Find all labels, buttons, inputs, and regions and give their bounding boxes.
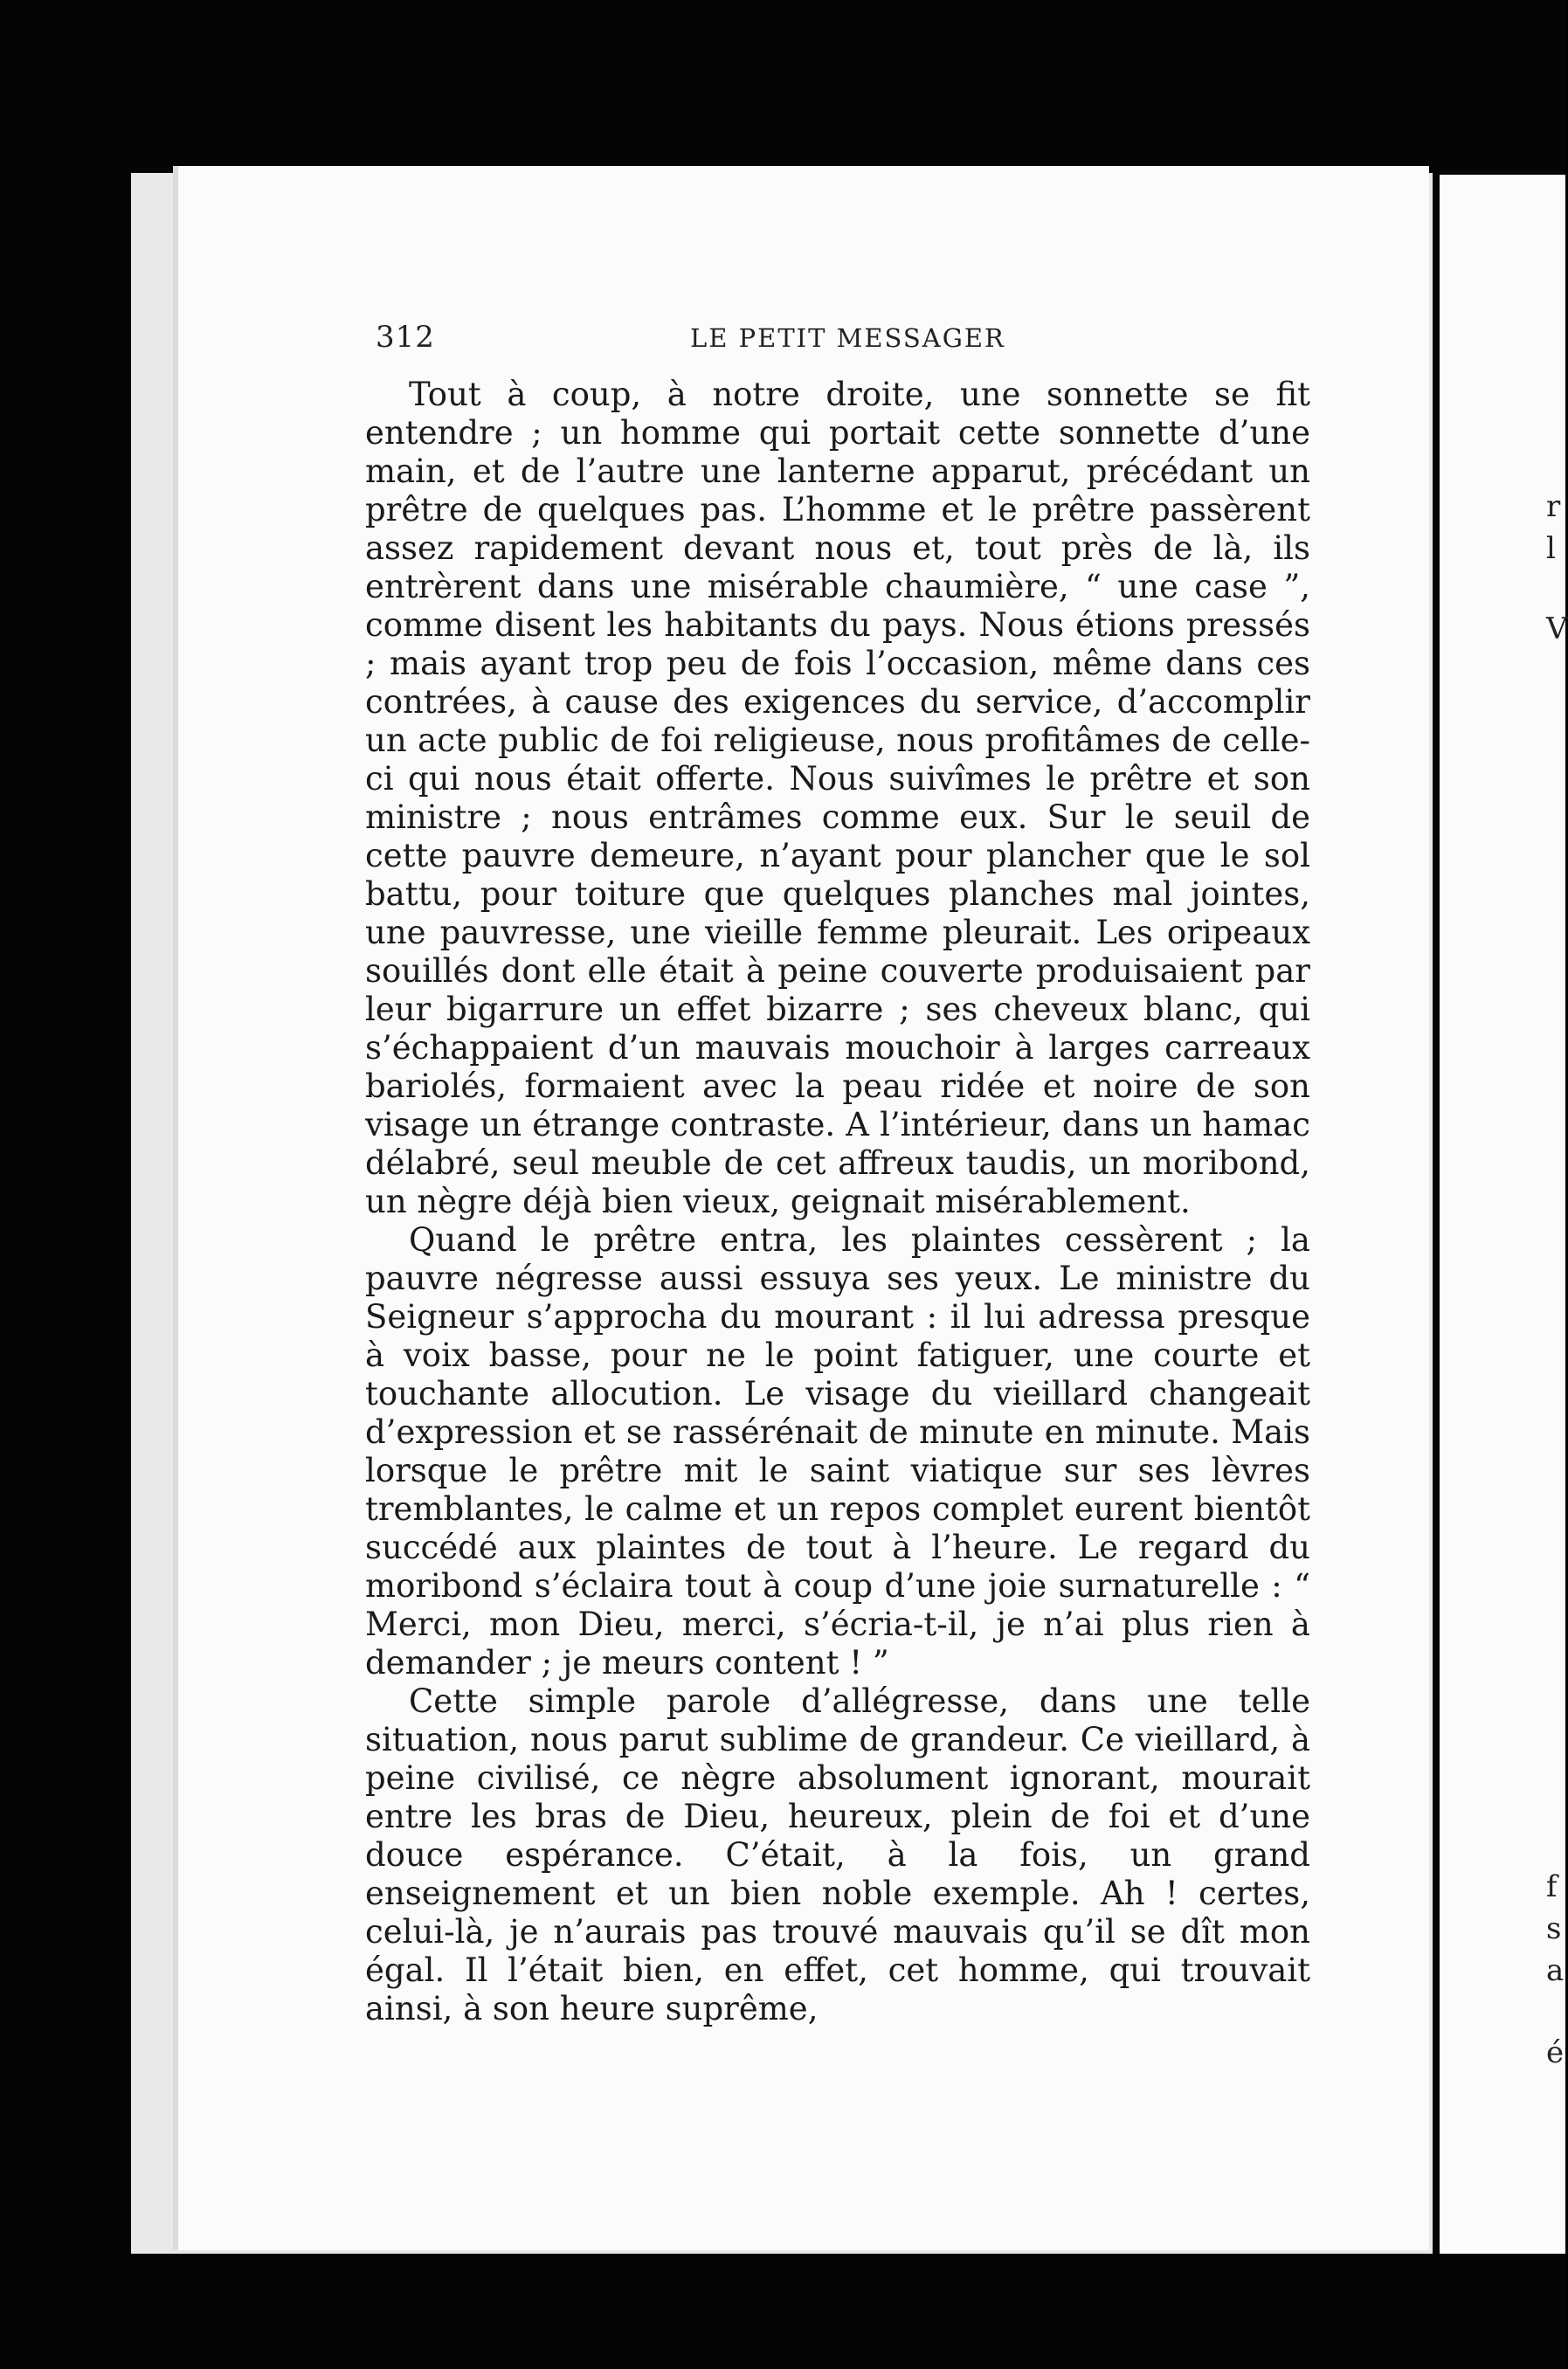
facing-page-letter: l (1546, 531, 1556, 566)
facing-page-letter: s (1546, 1911, 1562, 1946)
page-number: 312 (376, 320, 435, 355)
paragraph: Quand le prêtre entra, les plaintes cessèrent ; la pauvre négresse aussi essuya ses yeux. Le ministre du Seigneur s’approcha du mourant : il lui adressa presque à voix basse, pour ne le point fatiguer, une courte et touchante allocution. Le visage du vieillard changeait d’expression et se rassérénait de minute en minute. Mais lorsque le prêtre mit le saint viatique sur ses lèvres tremblantes, le calme et un repos complet eurent bientôt succédé aux plaintes de tout à l’heure. Le regard du moribond s’éclaira tout à coup d’une joie surnaturelle : “ Merci, mon Dieu, merci, s’écria-t-il, je n’ai plus rien à demander ; je meurs content ! ” (365, 1221, 1310, 1682)
paragraph: Cette simple parole d’allégresse, dans une telle situation, nous parut sublime de grandeur. Ce vieillard, à peine civilisé, ce nègre absolument ignorant, mourait entre les bras de Dieu, heureux, plein de foi et d’une douce espérance. C’était, à la fois, un grand enseignement et un bien noble exemple. Ah ! certes, celui-là, je n’aurais pas trouvé mauvais qu’il se dît mon égal. Il l’était bien, en effet, cet homme, qui trouvait ainsi, à son heure suprême, (365, 1682, 1310, 2027)
facing-page-letter: V (1546, 611, 1568, 646)
paragraph: Tout à coup, à notre droite, une sonnette se fit entendre ; un homme qui portait cette sonnette d’une main, et de l’autre une lanterne apparut, précédant un prêtre de quelques pas. L’homme et le prêtre passèrent assez rapidement devant nous et, tout près de là, ils entrèrent dans une misérable chaumière, “ une case ”, comme disent les habitants du pays. Nous étions pressés ; mais ayant trop peu de fois l’occasion, même dans ces contrées, à cause des exigences du service, d’accomplir un acte public de foi religieuse, nous profitâmes de celle-ci qui nous était offerte. Nous suivîmes le prêtre et son ministre ; nous entrâmes comme eux. Sur le seuil de cette pauvre demeure, n’ayant pour plancher que le sol battu, pour toiture que quelques planches mal jointes, une pauvresse, une vieille femme pleurait. Les oripeaux souillés dont elle était à peine couverte produisaient par leur bigarrure un effet bizarre ; ses cheveux blanc, qui s’échappaient d’un mauvais mouchoir à larges carreaux bariolés, formaient avec la peau ridée et noire de son visage un étrange contraste. A l’intérieur, dans un hamac délabré, seul meuble de cet affreux taudis, un moribond, un nègre déjà bien vieux, geignait misérablement. (365, 376, 1310, 1220)
facing-page-letter: r (1546, 489, 1561, 524)
facing-page-letter: é (1546, 2035, 1565, 2070)
facing-page-letter: a (1546, 1953, 1565, 1988)
page-header (376, 320, 1310, 363)
facing-page-letter: f (1546, 1869, 1558, 1904)
running-head: LE PETIT MESSAGER (690, 323, 1005, 353)
body-text (365, 376, 1310, 2028)
